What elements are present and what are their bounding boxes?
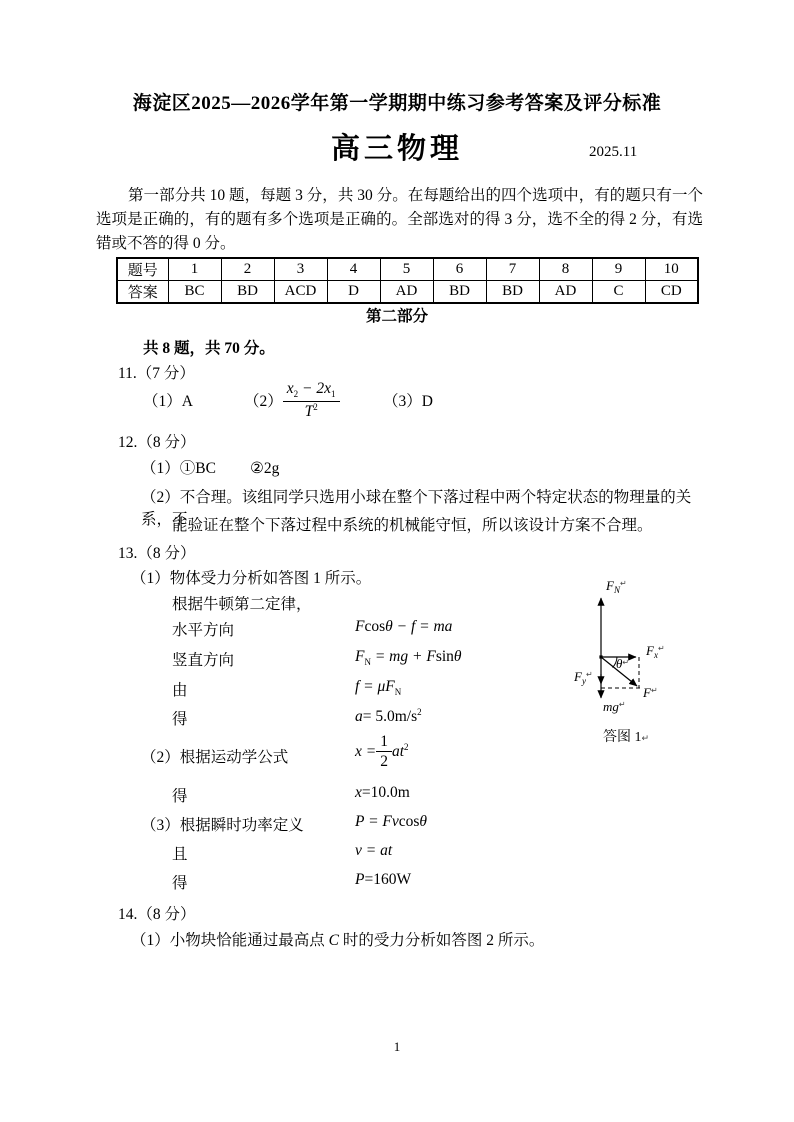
- q13-step-label: （2）根据运动学公式: [141, 749, 289, 766]
- table-cell: 8: [539, 258, 592, 281]
- table-cell: BD: [433, 281, 486, 304]
- table-cell: BC: [168, 281, 221, 304]
- q12-item1: [141, 456, 279, 478]
- q11-item2-label: （2）: [244, 393, 283, 410]
- page-number: 1: [393, 1039, 401, 1054]
- q13-step-label: 水平方向: [172, 622, 235, 639]
- q13-step-label: 得: [172, 788, 188, 805]
- part2-subheading: 共 8 题，共 70 分。: [143, 340, 275, 357]
- q11-item3: （3）D: [383, 393, 433, 410]
- q13-step-label: 由: [172, 682, 188, 699]
- table-cell: 1: [168, 258, 221, 281]
- question-12-heading: 12.（8 分）: [118, 434, 196, 451]
- table-cell: AD: [539, 281, 592, 304]
- force-diagram: [556, 568, 771, 724]
- q11-item2-fraction: [283, 380, 340, 420]
- table-cell: 7: [486, 258, 539, 281]
- q13-step-formula: Fcosθ − f = ma: [355, 618, 453, 635]
- question-11-answers: [143, 378, 433, 422]
- q13-step-formula: $F_N$ = mg + Fsinθ: [355, 648, 462, 668]
- answer-table: [116, 257, 699, 304]
- table-cell: CD: [645, 281, 698, 304]
- part1-instructions: 第一部分共 10 题，每题 3 分，共 30 分。在每题给出的四个选项中，有的题只有一个选项是正确的，有的题有多个选项是正确的。全部选对的得 3 分，选不全的得 2 分，有选错或不答的得 0 分。: [96, 187, 703, 252]
- q11-item2: [244, 380, 383, 420]
- q12-item2-line2: 能验证在整个下落过程中系统的机械能守恒，所以该设计方案不合理。: [172, 517, 653, 534]
- q12-item1-answer-a: ①BC: [179, 460, 216, 477]
- normal-force-label: $F_N^↵$: [606, 578, 627, 595]
- q13-step-formula: v = at: [355, 842, 393, 859]
- q13-step-label: 得: [172, 875, 188, 892]
- table-cell: BD: [221, 281, 274, 304]
- q12-item1-label: （1）: [141, 460, 180, 477]
- q13-step-formula: x = $\frac{1}{2}$ $at^2$: [355, 733, 409, 771]
- fraction-numerator: $x_2 - 2x_1$: [283, 380, 340, 402]
- fy-component-label: $F_y^↵$: [574, 669, 593, 686]
- table-cell: AD: [380, 281, 433, 304]
- q12-item1-answer-b: ②2g: [249, 460, 280, 477]
- answer-table-number-row: [117, 258, 698, 281]
- q12-item2-line1: （2）不合理。该组同学只选用小球在整个下落过程中两个特定状态的物理量的关系，不: [141, 489, 692, 528]
- q13-newton-law: 根据牛顿第二定律，: [172, 596, 312, 613]
- table-cell: D: [327, 281, 380, 304]
- q13-step-formula: $a= 5.0m/s^2$: [355, 707, 422, 726]
- table-header-answer: 答案: [117, 281, 168, 304]
- table-cell: BD: [486, 281, 539, 304]
- table-cell: 10: [645, 258, 698, 281]
- table-header-question: 题号: [117, 258, 168, 281]
- part2-heading: 第二部分: [365, 308, 428, 325]
- theta-label: θ↵: [616, 656, 630, 671]
- exam-date: 2025.11: [589, 144, 638, 160]
- fraction-denominator: $T^2$: [304, 401, 318, 421]
- table-cell: 9: [592, 258, 645, 281]
- table-cell: 4: [327, 258, 380, 281]
- q13-item1: （1）物体受力分析如答图 1 所示。: [131, 570, 372, 587]
- table-cell: 2: [221, 258, 274, 281]
- subject-title: 高三物理: [330, 133, 463, 165]
- document-title: 海淀区2025—2026学年第一学期期中练习参考答案及评分标准: [132, 93, 662, 114]
- question-13-heading: 13.（8 分）: [118, 545, 196, 562]
- q13-step-formula: P = Fvcosθ: [355, 813, 428, 830]
- origin-point: [599, 655, 602, 658]
- question-14-heading: 14.（8 分）: [118, 906, 196, 923]
- gravity-label: mg↵: [603, 699, 626, 714]
- point-c-variable: C: [328, 932, 339, 949]
- q13-step-label: 且: [172, 846, 188, 863]
- table-cell: 3: [274, 258, 327, 281]
- q13-step-label: 得: [172, 711, 188, 728]
- table-cell: ACD: [274, 281, 327, 304]
- q11-item1: （1）A: [143, 393, 193, 410]
- applied-force-label: F↵: [643, 685, 658, 700]
- answer-table-answer-row: [117, 281, 698, 304]
- table-cell: C: [592, 281, 645, 304]
- table-cell: 5: [380, 258, 433, 281]
- q14-item1: （1）小物块恰能通过最高点 C 时的受力分析如答图 2 所示。: [131, 932, 545, 949]
- q13-step-formula: P=160W: [355, 871, 412, 888]
- q13-step-label: （3）根据瞬时功率定义: [141, 817, 304, 834]
- q13-step-formula: $f = \mu F_N$: [355, 678, 402, 698]
- table-cell: 6: [433, 258, 486, 281]
- question-11-heading: 11.（7 分）: [118, 365, 195, 382]
- force-diagram-figure: [556, 568, 771, 768]
- q13-step-formula: x=10.0m: [355, 784, 410, 801]
- fx-component-label: $F_x^↵$: [646, 643, 665, 660]
- figure-caption: 答图 1↵: [602, 730, 650, 745]
- q13-step-label: 竖直方向: [172, 652, 235, 669]
